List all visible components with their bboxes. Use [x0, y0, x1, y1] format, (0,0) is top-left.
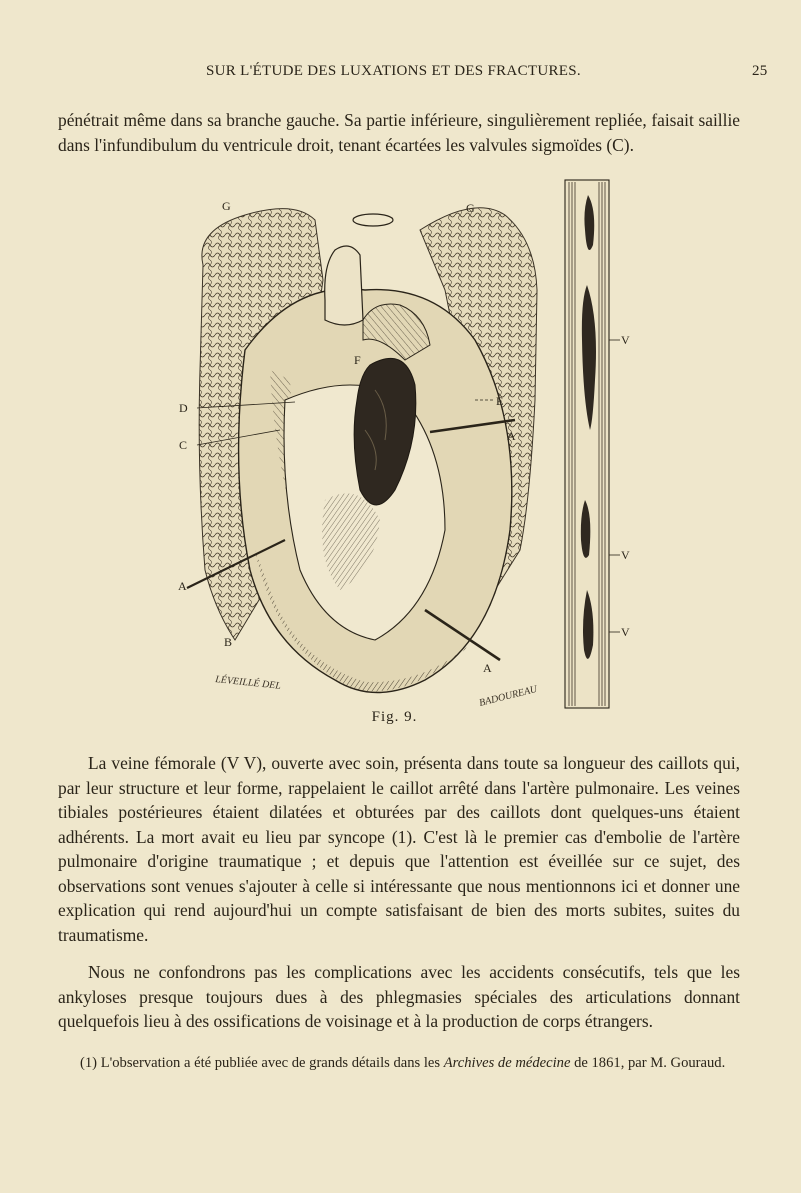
label-G-left: G [222, 199, 231, 213]
label-V3: V [621, 625, 630, 639]
figure-engraving [175, 170, 645, 718]
label-D: D [179, 401, 188, 415]
figure-caption: Fig. 9. [371, 709, 418, 725]
running-title: SUR L'ÉTUDE DES LUXATIONS ET DES FRACTURES. [206, 63, 581, 79]
engraver-signature-left: LÉVEILLÉ DEL [214, 674, 282, 692]
running-head [0, 63, 801, 83]
label-G-right: G [466, 201, 475, 215]
label-E: E [496, 394, 504, 408]
footnote-source: Archives de médecine [443, 1055, 571, 1071]
footnote [58, 1053, 740, 1074]
paragraph-3: Nous ne confondrons pas les complications avec les accidents consécutifs, tels que les ankyloses presque toujours dues à des phlegmasies spéciales des articulations donnant quelquefois lieu à des ossifications de voisinage et à la production de corps étrangers. [58, 962, 740, 1032]
aorta [325, 246, 363, 325]
paragraph-2: La veine fémorale (V V), ouverte avec soin, présenta dans toute sa longueur des caillots qui, par leur structure et leur forme, rappelaient le caillot arrêté dans l'artère pulmonaire. Les veines tibiales postérieures étaient dilatées et obturées par des caillots dont quelques-uns étaient adhérents. La mort avait eu lieu par syncope (1). C'est là le premier cas d'embolie de l'artère pulmonaire d'origine traumatique ; et depuis que l'attention est éveillée sur ce sujet, des observations sont venues s'ajouter à celle si intéressante que nous mentionnons ici et donner une explication qui rend aujourd'hui un compte satisfaisant de bien des morts subites, suites du traumatisme. [58, 753, 740, 945]
footnote-marker: (1) [80, 1055, 98, 1071]
footnote-text-before: L'observation a été publiée avec de grands détails dans les [100, 1055, 441, 1071]
label-B: B [224, 635, 233, 649]
label-V2: V [621, 548, 630, 562]
label-A-right: A [507, 429, 516, 443]
label-A-left: A [178, 579, 187, 593]
page-number: 25 [752, 63, 768, 79]
engraver-signature-right: BADOUREAU [478, 683, 539, 709]
label-V1: V [621, 333, 630, 347]
label-C: C [179, 438, 188, 452]
label-F: F [354, 353, 361, 367]
footnote-text-after: de 1861, par M. Gouraud. [574, 1055, 726, 1071]
label-A-bottom: A [483, 661, 492, 675]
paragraph-1: pénétrait même dans sa branche gauche. Sa partie inférieure, singulièrement repliée, faisait saillie dans l'infundibulum du ventricule droit, tenant écartées les valvules sigmoïdes (C). [58, 110, 740, 155]
anatomical-figure [175, 170, 645, 718]
